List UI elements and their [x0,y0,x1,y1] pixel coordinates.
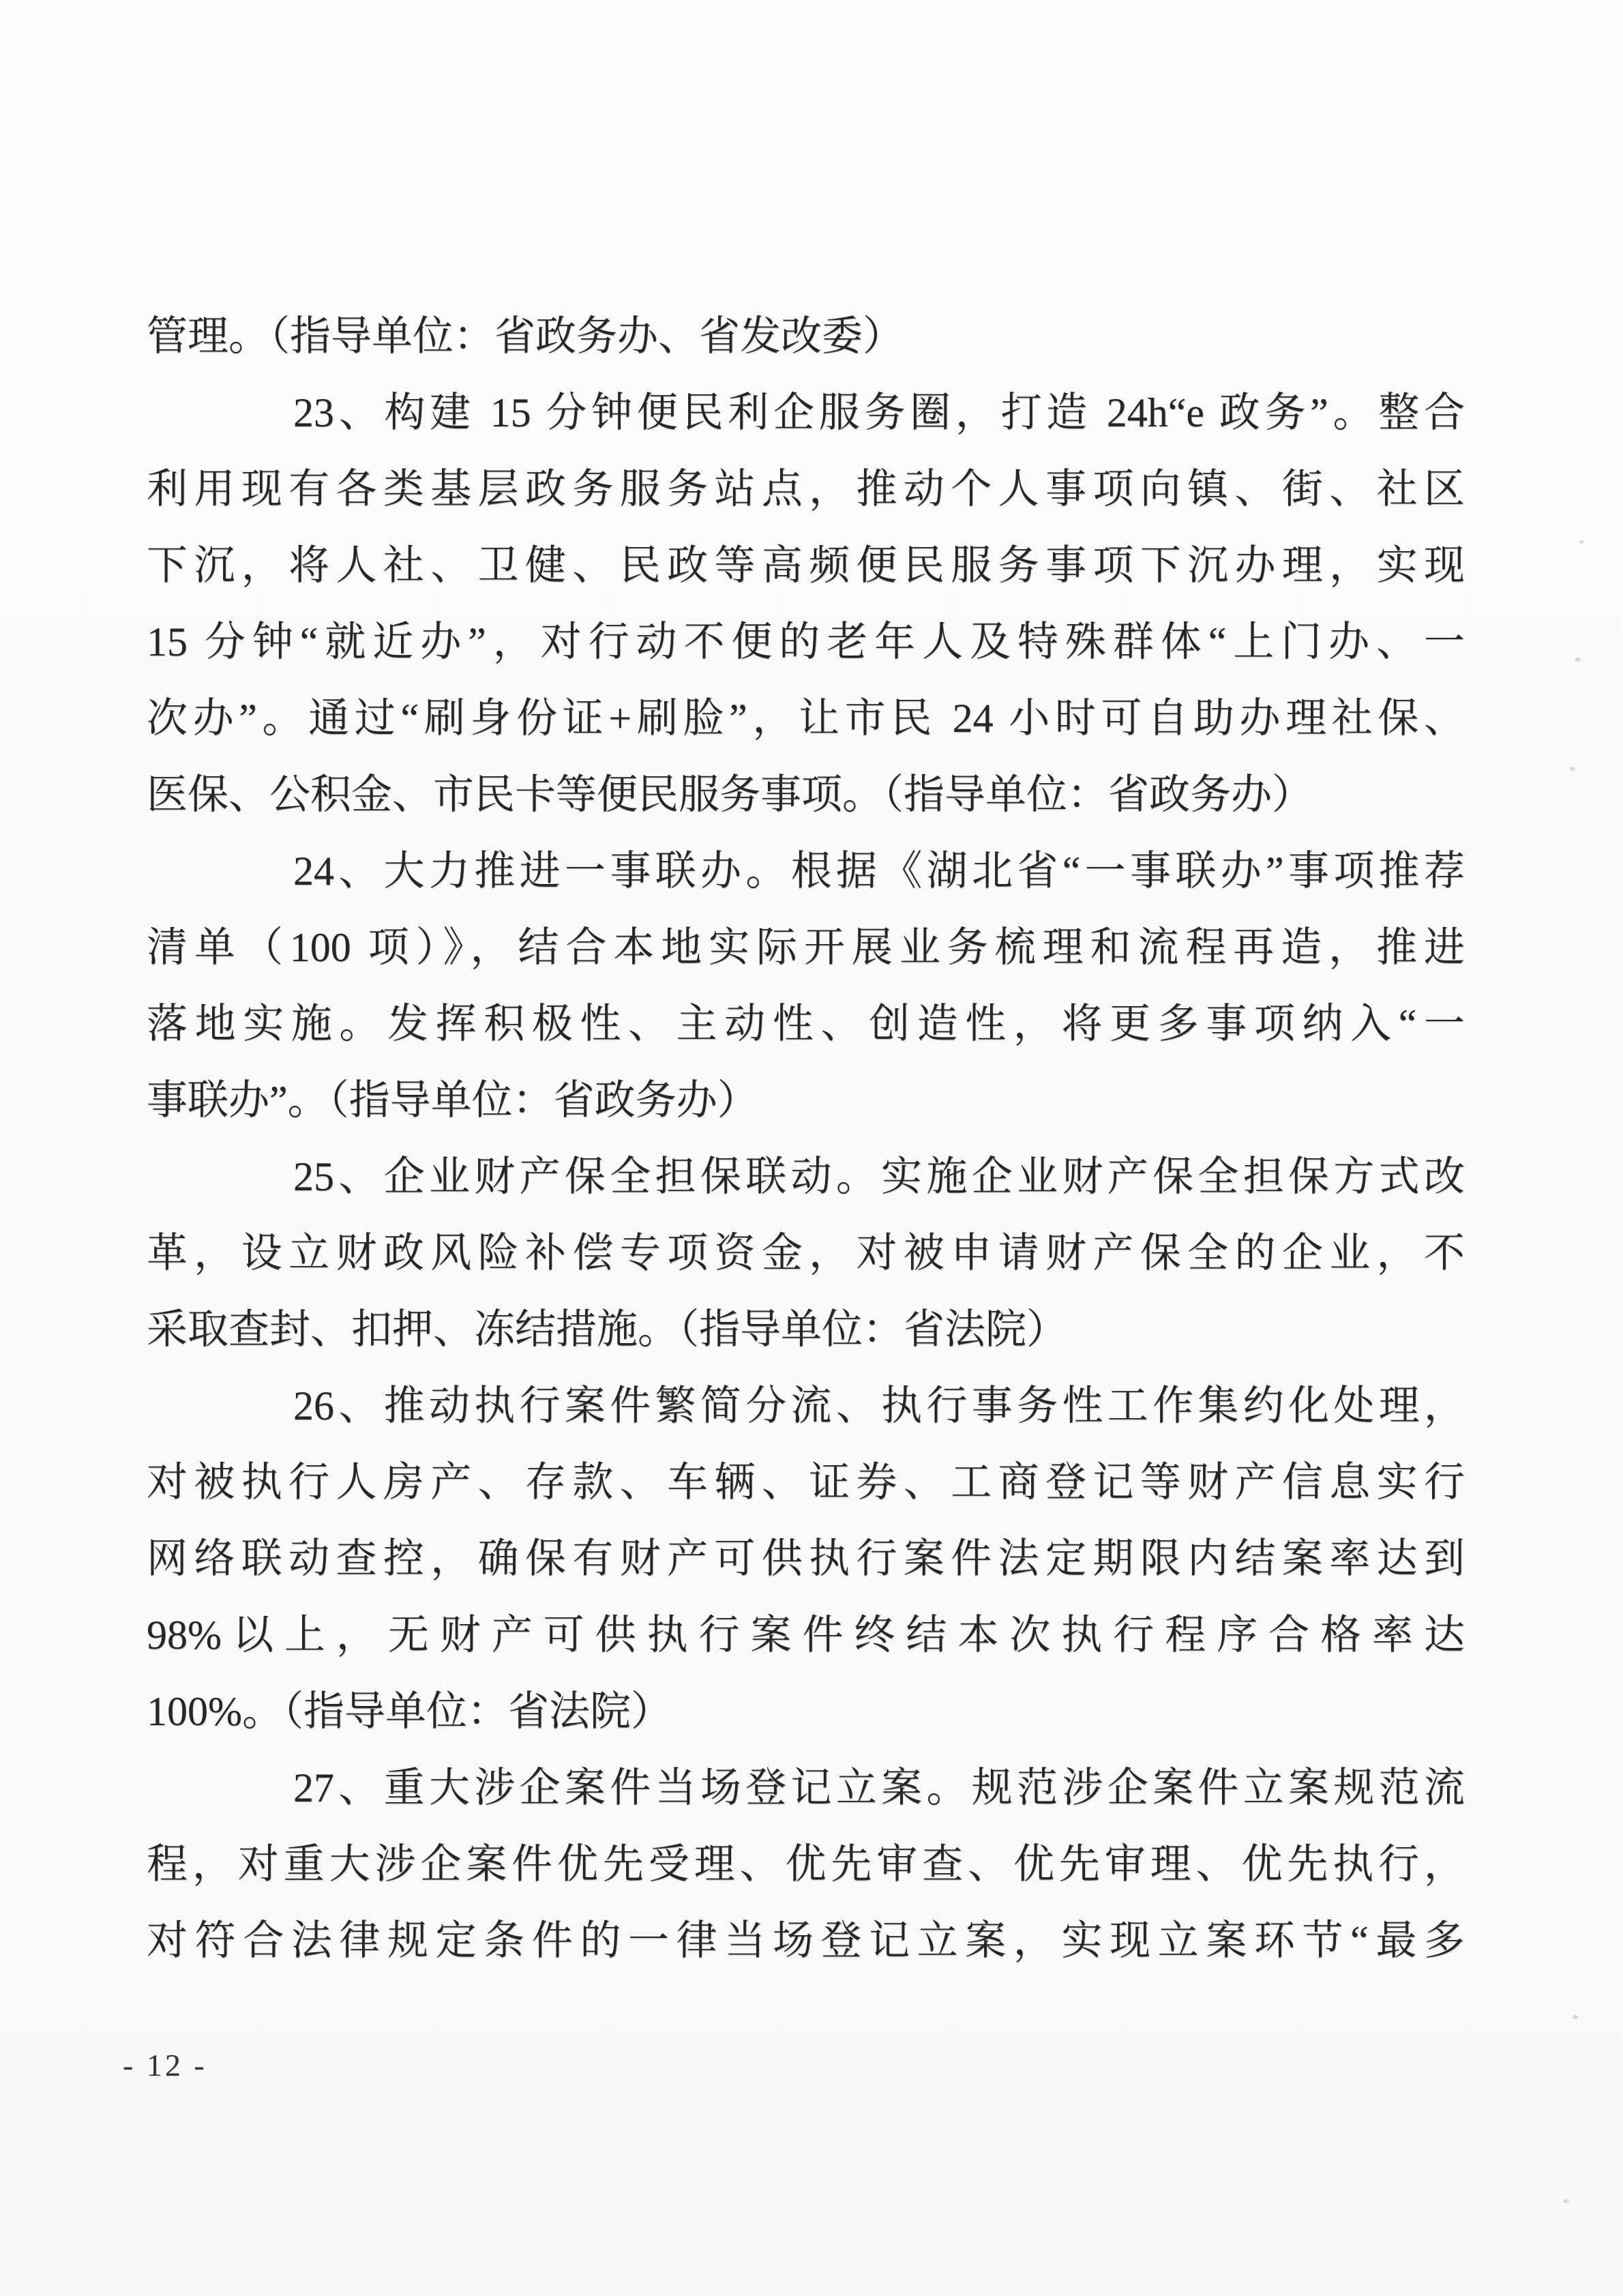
text-line: 落地实施。发挥积极性、主动性、创造性，将更多事项纳入“一 [147,1001,1465,1046]
text-line: 对符合法律规定条件的一律当场登记立案，实现立案环节“最多 [147,1918,1465,1963]
text-line: 下沉，将人社、卫健、民政等高频便民服务事项下沉办理，实现 [147,543,1465,588]
text-line: 事联办”。（指导单位：省政务办） [147,1078,758,1123]
text-line: 27、重大涉企案件当场登记立案。规范涉企案件立案规范流 [293,1765,1465,1810]
text-line: 医保、公积金、市民卡等便民服务事项。（指导单位：省政务办） [147,772,1313,817]
scan-speck [1570,767,1575,771]
text-line: 23、构建 15 分钟便民利企服务圈，打造 24h“e 政务”。整合 [293,390,1465,435]
text-line: 98%以上，无财产可供执行案件终结本次执行程序合格率达 [147,1613,1465,1658]
text-line: 100%。（指导单位：省法院） [147,1689,672,1734]
text-line: 25、企业财产保全担保联动。实施企业财产保全担保方式改 [293,1154,1465,1199]
scan-speck [1579,540,1584,544]
text-line: 次办”。通过“刷身份证+刷脸”，让市民 24 小时可自助办理社保、 [147,696,1465,741]
text-line: 24、大力推进一事联办。根据《湖北省“一事联办”事项推荐 [293,849,1465,894]
text-line: 管理。（指导单位：省政务办、省发改委） [147,314,904,359]
text-line: 网络联动查控，确保有财产可供执行案件法定期限内结案率达到 [147,1536,1465,1581]
text-line: 对被执行人房产、存款、车辆、证券、工商登记等财产信息实行 [147,1460,1465,1505]
text-line: 清单（100 项）》，结合本地实际开展业务梳理和流程再造，推进 [147,925,1465,970]
text-line: 15 分钟“就近办”，对行动不便的老年人及特殊群体“上门办、一 [147,619,1465,664]
page-number: - 12 - [123,2048,207,2082]
document-body [147,298,1465,1979]
text-line: 程，对重大涉企案件优先受理、优先审查、优先审理、优先执行， [147,1842,1465,1887]
scan-speck [1575,658,1581,662]
text-line: 利用现有各类基层政务服务站点，推动个人事项向镇、街、社区 [147,467,1465,512]
text-line: 26、推动执行案件繁简分流、执行事务性工作集约化处理， [293,1383,1465,1428]
scan-speck [1573,2015,1578,2019]
text-line: 采取查封、扣押、冻结措施。（指导单位：省法院） [147,1307,1067,1352]
text-line: 革，设立财政风险补偿专项资金，对被申请财产保全的企业，不 [147,1231,1465,1276]
scan-speck [1563,2199,1569,2203]
